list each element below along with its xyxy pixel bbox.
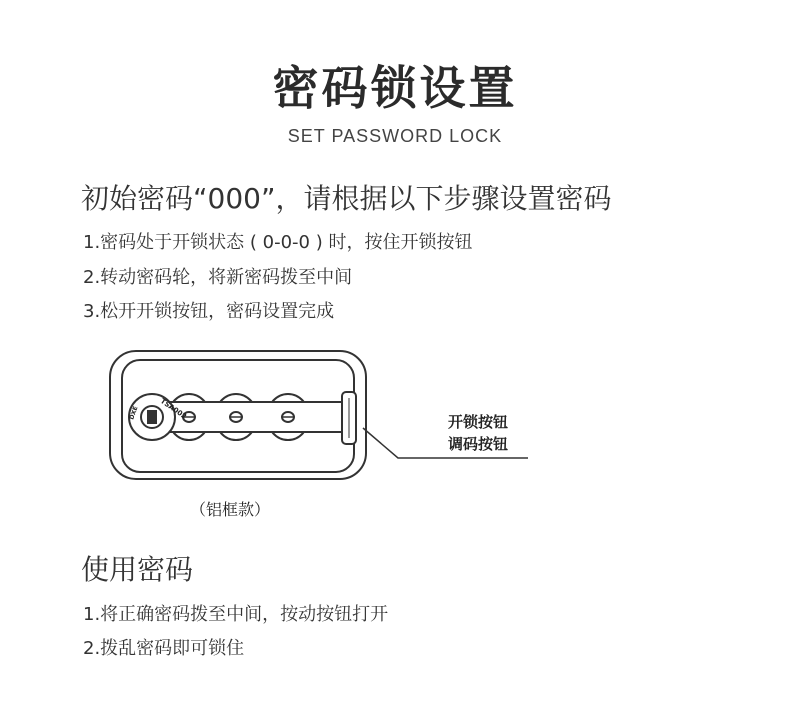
unlock-button-label: 开锁按钮 xyxy=(448,413,509,431)
key-side-text: DXE xyxy=(128,405,140,421)
usage-step-2: 2.拨乱密码即可锁住 xyxy=(83,638,245,659)
section-heading-initial-password: 初始密码“000”，请根据以下步骤设置密码 xyxy=(81,182,612,215)
usage-step-1: 1.将正确密码拨至中间，按动按钮打开 xyxy=(83,604,389,625)
instruction-step-2: 2.转动密码轮，将新密码拨至中间 xyxy=(83,267,353,288)
page-subtitle: SET PASSWORD LOCK xyxy=(287,126,503,146)
page-title: 密码锁设置 xyxy=(272,61,518,115)
adjust-button-label: 调码按钮 xyxy=(448,435,509,453)
section-heading-use-password: 使用密码 xyxy=(81,553,194,586)
keyhole xyxy=(147,410,157,424)
instruction-step-3: 3.松开开锁按钮，密码设置完成 xyxy=(83,301,335,322)
instruction-step-1: 1.密码处于开锁状态 ( 0-0-0 ) 时，按住开锁按钮 xyxy=(83,232,473,253)
key-tsa-text: TSA002 xyxy=(158,397,188,421)
diagram-caption: （铝框款） xyxy=(190,500,271,519)
